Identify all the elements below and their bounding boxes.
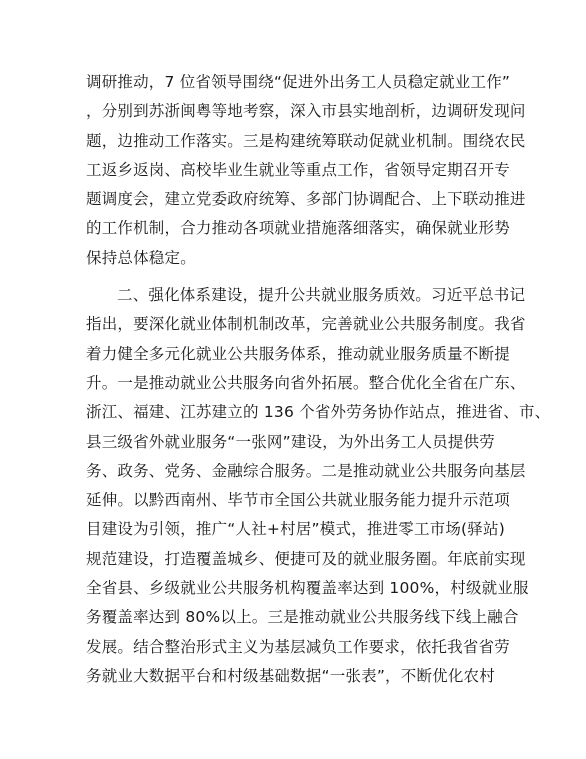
text-line: 保持总体稳定。 xyxy=(86,248,196,267)
text-line: 浙江、福建、江苏建立的 136 个省外劳务协作站点，推进省、市、 xyxy=(86,403,551,422)
text-line: 发展。结合整治形式主义为基层减负工作要求，依托我省省劳 xyxy=(86,637,510,656)
text-line: 县三级省外就业服务“一张网”建设，为外出务工人员提供劳 xyxy=(86,432,495,451)
text-line: 题调度会，建立党委政府统筹、多部门协调配合、上下联动推进 xyxy=(86,190,526,209)
text-line: 题，边推动工作落实。三是构建统筹联动促就业机制。围绕农民 xyxy=(86,131,526,150)
document-body xyxy=(86,68,551,691)
text-line: 全省县、乡级就业公共服务机构覆盖率达到 100%，村级就业服 xyxy=(86,579,529,598)
text-line: 的工作机制，合力推动各项就业措施落细落实，确保就业形势 xyxy=(86,219,510,238)
paragraph-gap xyxy=(86,273,516,281)
text-line: 二、强化体系建设，提升公共就业服务质效。习近平总书记 xyxy=(117,286,526,305)
text-line: 规范建设，打造覆盖城乡、便捷可及的就业服务圈。年底前实现 xyxy=(86,549,526,568)
text-line: 务就业大数据平台和村级基础数据“一张表”，不断优化农村 xyxy=(86,666,495,685)
text-line: 务覆盖率达到 80%以上。三是推动就业公共服务线下线上融合 xyxy=(86,608,519,627)
text-line: 指出，要深化就业体制机制改革，完善就业公共服务制度。我省 xyxy=(86,315,526,334)
text-line: ，分别到苏浙闽粤等地考察，深入市县实地剖析，边调研发现问 xyxy=(86,102,526,121)
text-line: 工返乡返岗、高校毕业生就业等重点工作，省领导定期召开专 xyxy=(86,160,510,179)
text-line: 延伸。以黔西南州、毕节市全国公共就业服务能力提升示范项 xyxy=(86,491,510,510)
text-line: 务、政务、党务、金融综合服务。二是推动就业公共服务向基层 xyxy=(86,461,526,480)
text-line: 调研推动，7 位省领导围绕“促进外出务工人员稳定就业工作” xyxy=(86,73,511,91)
text-line: 着力健全多元化就业公共服务体系，推动就业服务质量不断提 xyxy=(86,344,510,363)
text-line: 目建设为引领，推广“人社+村居”模式，推进零工市场(驿站) xyxy=(86,520,505,539)
text-line: 升。一是推动就业公共服务向省外拓展。整合优化全省在广东、 xyxy=(86,373,526,392)
